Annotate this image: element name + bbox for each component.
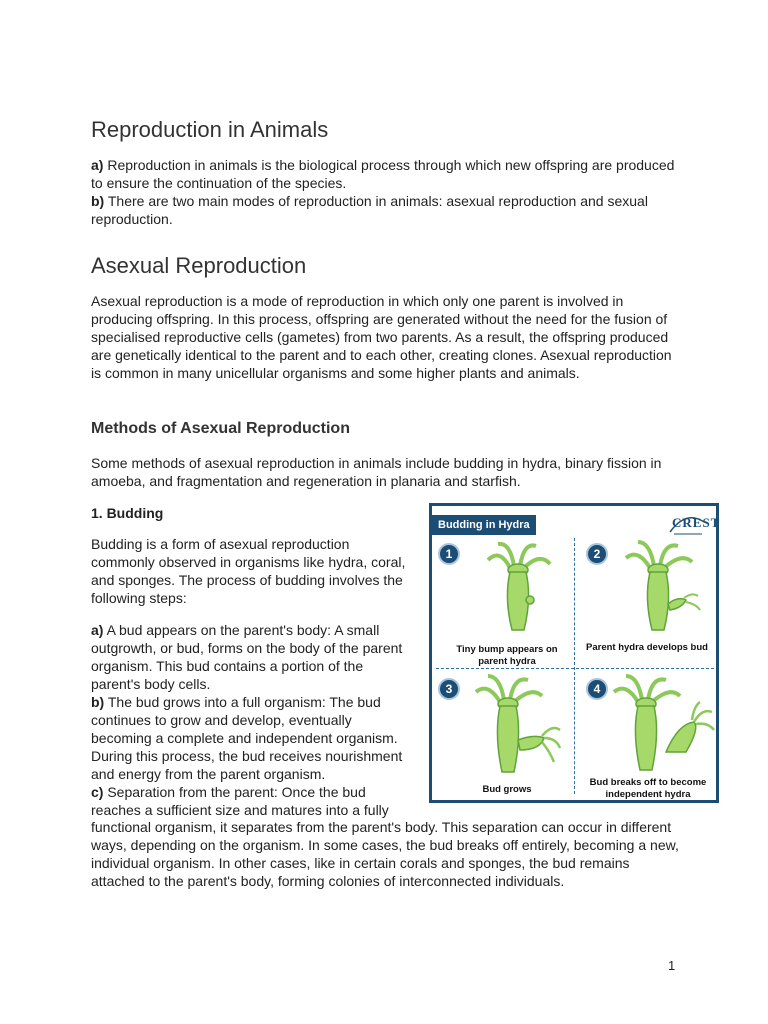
asexual-paragraph: Asexual reproduction is a mode of reproduction in which only one parent is involved in producing offspring. In this process, offspring are generated without the need for the fusion of specialised reproductive cells (gametes) from two parents. As a result, the offspring produced are genetically identical to the parent and to each other, creating clones. Asexual reproduction is common in many unicellular organisms and some higher plants and animals. — [91, 293, 672, 381]
crest-logo — [666, 512, 721, 536]
intro-b-text: There are two main modes of reproduction in animals: asexual reproduction and sexual reproduction. — [91, 193, 648, 227]
intro-a-label: a) — [91, 157, 104, 173]
step-number-4: 4 — [586, 678, 608, 700]
step-b-label: b) — [91, 694, 105, 710]
budding-step-c-continued: functional organism, it separates from the parent's body. This separation can occur in different ways, depending on the organism. In some cases, the bud breaks off entirely, becoming a new, individual organism. In other cases, like in certain corals and sponges, the bud remains attached to the parent's body, forming colonies of interconnected individuals. — [91, 819, 679, 889]
budding-heading: 1. Budding — [91, 505, 164, 521]
hydra-develops-bud-icon — [620, 538, 710, 638]
hydra-bud-grows-icon — [464, 672, 564, 778]
step-3-caption: Bud grows — [482, 784, 532, 795]
step-a-text: A bud appears on the parent's body: A small outgrowth, or bud, forms on the body of the parent organism. This bud contains a portion of the parent's body cells. — [91, 622, 403, 692]
intro-paragraph — [91, 156, 681, 228]
hydra-tiny-bump-icon — [480, 538, 560, 638]
step-b-text: The bud grows into a full organism: The bud continues to grow and develop, eventually becoming a complete and independent organism. During this process, the bud receives nourishment and energy from the parent organism. — [91, 694, 403, 782]
step-c-label: c) — [91, 784, 104, 800]
step-4-caption: Bud breaks off to become independent hydra — [589, 777, 707, 800]
budding-intro: Budding is a form of asexual reproduction commonly observed in organisms like hydra, coral, and sponges. The process of budding involves the following steps: — [91, 536, 406, 606]
step-number-1: 1 — [438, 543, 460, 565]
heading-asexual-reproduction: Asexual Reproduction — [91, 253, 307, 278]
heading-reproduction-in-animals: Reproduction in Animals — [91, 117, 329, 142]
step-number-3: 3 — [438, 678, 460, 700]
budding-in-hydra-figure — [429, 503, 719, 803]
step-a-label: a) — [91, 622, 104, 638]
hydra-breaks-off-icon — [608, 672, 716, 776]
crest-logo-text: CREST — [672, 515, 721, 530]
heading-methods: Methods of Asexual Reproduction — [91, 420, 350, 437]
step-2-caption: Parent hydra develops bud — [586, 642, 708, 653]
figure-vertical-divider — [574, 538, 575, 794]
methods-paragraph: Some methods of asexual reproduction in animals include budding in hydra, binary fission in amoeba, and fragmentation and regeneration in planaria and starfish. — [91, 455, 662, 489]
step-number-2: 2 — [586, 543, 608, 565]
intro-a-text: Reproduction in animals is the biological process through which new offspring are produced to ensure the continuation of the species. — [91, 157, 675, 191]
intro-b-label: b) — [91, 193, 105, 209]
step-1-caption: Tiny bump appears on parent hydra — [456, 644, 558, 667]
figure-horizontal-divider — [436, 668, 714, 669]
step-c-text: Separation from the parent: Once the bud reaches a sufficient size and matures into a fully — [91, 784, 389, 818]
budding-steps — [91, 621, 416, 819]
figure-title: Budding in Hydra — [432, 515, 536, 535]
page-number: 1 — [668, 958, 676, 973]
